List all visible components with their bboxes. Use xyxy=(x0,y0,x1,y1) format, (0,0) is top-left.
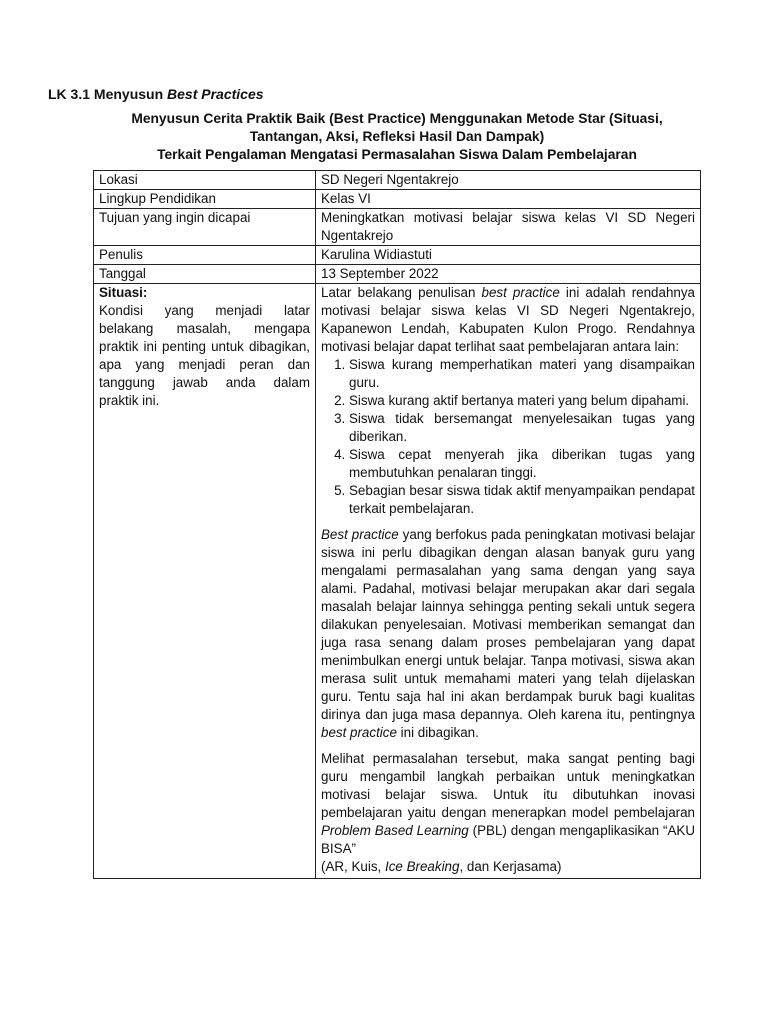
situasi-paragraph-2: Best practice yang berfokus pada peningkatan motivasi belajar siswa ini perlu dibagikan dengan alasan banyak guru yang mengalami permasalahan yang sama dengan yang saya alami. Padahal, motivasi belajar merupakan akar dari segala masalah belajar lainnya sehingga penting sekali untuk segera dilakukan penyelesaian. Motivasi memberikan semangat dan juga rasa senang dalam proses pembelajaran yang dapat menimbulkan energi untuk belajar. Tanpa motivasi, siswa akan merasa sulit untuk memahami materi yang telah dijelaskan guru. Tentu saja hal ini akan berdampak buruk bagi kualitas dirinya dan juga masa depannya. Oleh karena itu, pentingnya best practice ini dibagikan. xyxy=(321,527,695,740)
list-item: 2. Siswa kurang aktif bertanya materi yang belum dipahami. xyxy=(349,392,695,410)
table-row xyxy=(94,246,701,265)
table-row xyxy=(94,190,701,209)
list-item: 1. Siswa kurang memperhatikan materi yang disampaikan guru. xyxy=(349,356,695,392)
list-item: 5. Sebagian besar siswa tidak aktif menyampaikan pendapat terkait pembelajaran. xyxy=(349,482,695,518)
worksheet-title: LK 3.1 Menyusun Best Practices xyxy=(48,86,264,102)
label-lokasi: Lokasi xyxy=(94,171,316,190)
value-lokasi: SD Negeri Ngentakrejo xyxy=(316,171,701,190)
situasi-title: Situasi: xyxy=(99,285,148,300)
label-penulis: Penulis xyxy=(94,246,316,265)
situasi-content-cell xyxy=(316,284,701,879)
heading-line-2: Tantangan, Aksi, Refleksi Hasil Dan Dampak) xyxy=(249,129,545,144)
table-row xyxy=(94,265,701,284)
situasi-intro: Latar belakang penulisan best practice ini adalah rendahnya motivasi belajar siswa kelas VI SD Negeri Ngentakrejo, Kapanewon Lendah, Kabupaten Kulon Progo. Rendahnya motivasi belajar dapat terlihat saat pembelajaran antara lain: xyxy=(321,285,695,354)
heading-line-3: Terkait Pengalaman Mengatasi Permasalahan Siswa Dalam Pembelajaran xyxy=(157,147,637,162)
best-practice-table xyxy=(93,170,701,879)
situasi-paragraph-3: Melihat permasalahan tersebut, maka sangat penting bagi guru mengambil langkah perbaikan untuk meningkatkan motivasi belajar siswa. Untuk itu dibutuhkan inovasi pembelajaran yaitu dengan menerapkan model pembelajaran Problem Based Learning (PBL) dengan mengaplikasikan “AKU BISA” (AR, Kuis, Ice Breaking, dan Kerjasama) xyxy=(321,751,695,874)
table-row xyxy=(94,171,701,190)
list-item: 4. Siswa cepat menyerah jika diberikan tugas yang membutuhkan penalaran tinggi. xyxy=(349,446,695,482)
heading-line-1: Menyusun Cerita Praktik Baik (Best Practice) Menggunakan Metode Star (Situasi, xyxy=(131,111,663,126)
table-row-situasi xyxy=(94,284,701,879)
situasi-description: Kondisi yang menjadi latar belakang masalah, mengapa praktik ini penting untuk dibagikan, apa yang menjadi peran dan tanggung jawab anda dalam praktik ini. xyxy=(99,303,310,408)
value-tujuan: Meningkatkan motivasi belajar siswa kelas VI SD Negeri Ngentakrejo xyxy=(316,209,701,246)
problem-list xyxy=(321,356,695,518)
document-heading xyxy=(94,110,700,164)
label-tanggal: Tanggal xyxy=(94,265,316,284)
value-penulis: Karulina Widiastuti xyxy=(316,246,701,265)
table-row xyxy=(94,209,701,246)
value-lingkup: Kelas VI xyxy=(316,190,701,209)
label-tujuan: Tujuan yang ingin dicapai xyxy=(94,209,316,246)
list-item: 3. Siswa tidak bersemangat menyelesaikan tugas yang diberikan. xyxy=(349,410,695,446)
situasi-label-cell xyxy=(94,284,316,879)
label-lingkup: Lingkup Pendidikan xyxy=(94,190,316,209)
value-tanggal: 13 September 2022 xyxy=(316,265,701,284)
